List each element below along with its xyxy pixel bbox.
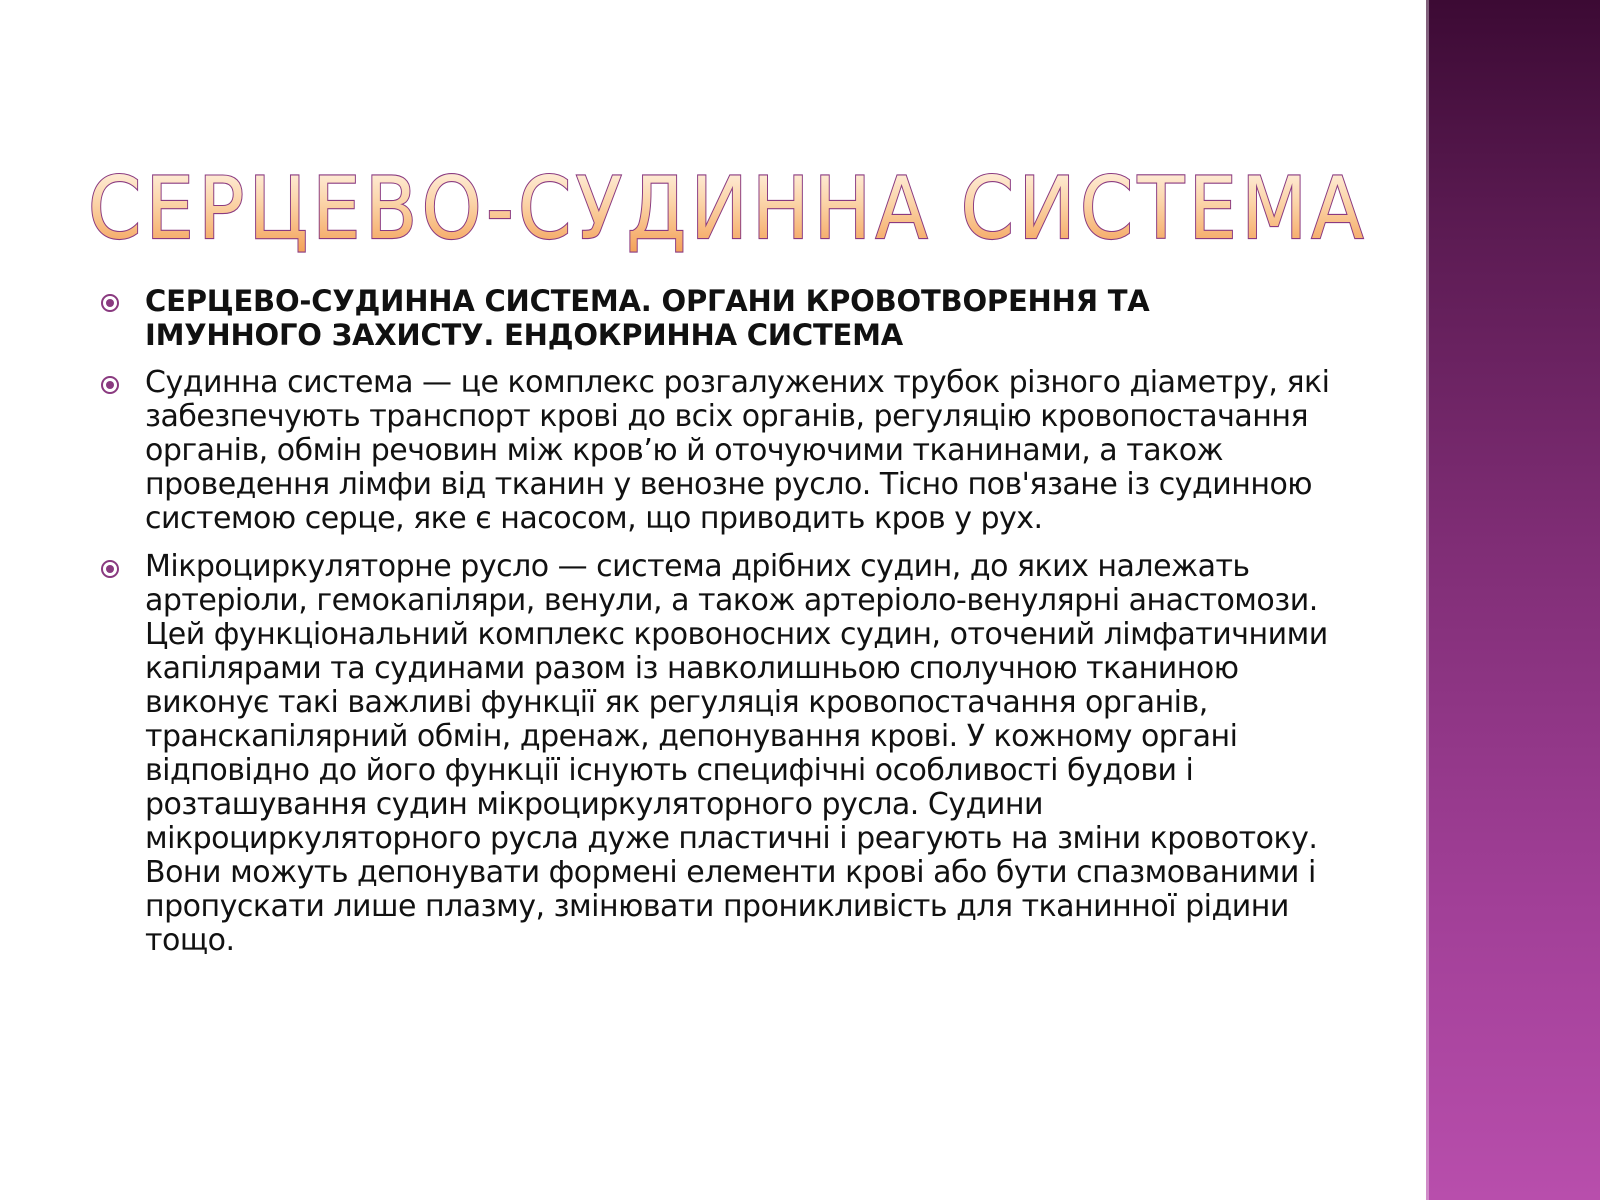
slide-title (80, 160, 1400, 270)
bullet-text: Мікроциркуляторне русло — система дрібних судин, до яких належать артеріоли, гемокапіляри, венули, а також артеріоло-венулярні анастомози. Цей функціональний комплекс кровоносних судин, оточений лімфатичними капілярами та судинами разом із навколишньою сполучною тканиною виконує такі важливі функції як регуляція кровопостачання органів, транскапілярний обмін, дренаж, депонування крові. У кожному органі відповідно до його функції існують специфічні особливості будови і розташування судин мікроциркуляторного русла. Судини мікроциркуляторного русла дуже пластичні і реагують на зміни кровотоку. Вони можуть депонувати формені елементи крові або бути спазмованими і пропускати лише плазму, змінювати проникливість для тканинної рідини тощо. (145, 549, 1328, 958)
circle-dot-bullet-icon (100, 375, 120, 395)
circle-dot-bullet-icon (100, 559, 120, 579)
bullet-item-microcirculation (100, 550, 1330, 958)
circle-dot-bullet-icon (100, 293, 120, 313)
bullet-text: Судинна система — це комплекс розгалужених трубок різного діаметру, які забезпечують транспорт крові до всіх органів, регуляцію кровопостачання органів, обмін речовин між кров’ю й оточуючими тканинами, а також проведення лімфи від тканин у венозне русло. Тісно пов'язане із судинною системою серце, яке є насосом, що приводить кров у рух. (145, 365, 1330, 536)
bullet-item-heading (100, 284, 1330, 352)
bullet-item-vascular-system (100, 366, 1330, 536)
slide-title-text: Серцево-судинна система (88, 160, 1368, 259)
decorative-side-band (1426, 0, 1600, 1200)
bullet-list (100, 284, 1330, 972)
bullet-text: СЕРЦЕВО-СУДИННА СИСТЕМА. ОРГАНИ КРОВОТВОРЕННЯ ТА ІМУННОГО ЗАХИСТУ. ЕНДОКРИННА СИСТЕМА (145, 284, 1150, 352)
